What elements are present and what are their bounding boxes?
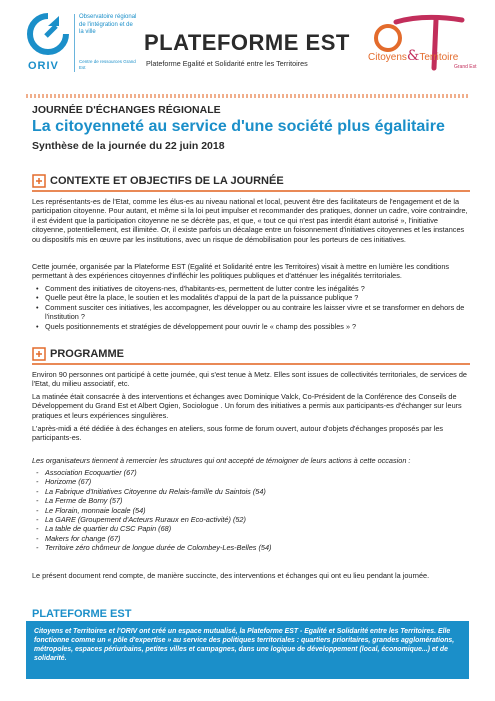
list-item: - Association Ecoquartier (67) (36, 468, 466, 477)
oriv-logo-icon (26, 12, 70, 56)
plateforme-title: PLATEFORME EST (144, 30, 350, 55)
citoyens-territoire-label (368, 48, 458, 64)
section-bullet-icon (32, 347, 46, 361)
section-divider (32, 363, 470, 365)
ct-region: Grand Est (454, 64, 477, 70)
list-item: - La GARE (Groupement d'Acteurs Ruraux en Eco-activité) (52) (36, 515, 466, 524)
thanks-intro: Les organisateurs tiennent à remercier les structures qui ont accepté de témoigner de leurs actions à cette occasion : (32, 456, 411, 465)
list-item: - Horizome (67) (36, 477, 466, 486)
header-divider (26, 94, 469, 98)
header (0, 0, 495, 92)
list-item: • Comment des initiatives de citoyens-nes, d'habitants-es, permettent de lutter contre les inégalités ? (36, 284, 470, 293)
paragraph-context-1: Les représentants-es de l'Etat, comme les élus-es au niveau national et local, peuvent être des facilitateurs de l'engagement et de la participation citoyenne. Pour autant, et même si la loi peut impulser et recommander des pratiques, donner un cadre, voire contraindre, il est évident que la participation citoyenne ne se décrète pas, et que, « tout ce qui n'est pas interdit étant autorisé », l'initiative citoyenne, potentiellement, est illimitée. Or, il existe parfois un décalage entre un foisonnement d'initiatives citoyennes et les instances ou dispositifs mis en œuvre par les institutions, avec un risque de démobilisation pour les porteurs de ces initiatives. (32, 197, 468, 244)
paragraph-programme-3: L'après-midi a été dédiée à des échanges en ateliers, sous forme de forum ouvert, autour d'objets d'échanges proposés par les participants-es. (32, 424, 444, 443)
oriv-name: ORIV (28, 60, 59, 72)
plateforme-subtitle: Plateforme Egalité et Solidarité entre les Territoires (146, 59, 308, 68)
plateforme-box (26, 621, 469, 679)
section-heading-programme (32, 347, 124, 361)
list-item: - La table de quartier du CSC Papin (68) (36, 524, 466, 533)
document-subtitle: Synthèse de la journée du 22 juin 2018 (32, 140, 225, 152)
list-item: • Quelle peut être la place, le soutien et les modalités d'appui de la part de la puissance publique ? (36, 293, 470, 302)
section-heading-text: PROGRAMME (50, 348, 124, 360)
closing-paragraph: Le présent document rend compte, de manière succincte, des interventions et échanges qui ont eu lieu pendant la journée. (32, 571, 430, 580)
list-item: - Territoire zéro chômeur de longue durée de Colombey-Les-Belles (54) (36, 543, 466, 552)
paragraph-context-2: Cette journée, organisée par la Plateforme EST (Egalité et Solidarité entre les Territoires) visait à mettre en lumière les conditions permettant à des expériences citoyennes d'infléchir les politiques publiques et d'atténuer les inégalités territoriales. (32, 262, 450, 281)
section-heading-contexte (32, 174, 284, 188)
plateforme-box-title: PLATEFORME EST (32, 608, 132, 620)
plateforme-box-text: Citoyens et Territoires et l'ORIV ont créé un espace mutualisé, la Plateforme EST - Egalité et Solidarité entre les Territoires. Elle fonctionne comme un « pôle d'expertise » au service des politiques territoriales : quartiers prioritaires, grandes agglomérations, métropoles, espaces périurbains, petites villes et campagnes, dans une logique de développement (local, économique...) et de solidarité. (34, 628, 455, 662)
list-item: • Comment susciter ces initiatives, les accompagner, les développer ou au contraire les laisser vivre et se transformer en dehors de l'institution ? (36, 303, 470, 322)
list-item: - Makers for change (67) (36, 534, 466, 543)
list-item: • Quels positionnements et stratégies de développement pour ouvrir le « champ des possibles » ? (36, 322, 470, 331)
ct-ampersand: & (406, 48, 420, 64)
section-heading-text: CONTEXTE ET OBJECTIFS DE LA JOURNÉE (50, 175, 284, 187)
list-item: - La Ferme de Borny (57) (36, 496, 466, 505)
paragraph-programme-2: La matinée était consacrée à des interventions et échanges avec Dominique Valck, Co-Président de la Conférence des Conseils de Développement du Grand Est et Albert Ogien, Sociologue . Un forum des initiatives a permis aux participants-es d'échanger sur leurs pratiques et leurs expériences singulières. (32, 392, 462, 420)
objectives-list (36, 284, 470, 331)
oriv-subtitle: Centre de ressources Grand Est (79, 59, 136, 70)
ct-text-right: Territoire (419, 52, 459, 63)
list-item: - Le Florain, monnaie locale (54) (36, 506, 466, 515)
section-bullet-icon (32, 174, 46, 188)
paragraph-programme-1: Environ 90 personnes ont participé à cette journée, qui s'est tenue à Metz. Elles sont issues de collectivités territoriales, de services de l'Etat, du milieu associatif, etc. (32, 370, 467, 389)
document-title: La citoyenneté au service d'une société plus égalitaire (32, 118, 445, 135)
oriv-description: Observatoire régional de l'intégration et de la ville (79, 14, 137, 35)
organisations-list (36, 468, 466, 553)
ct-text-left: Citoyens (368, 52, 407, 63)
list-item: - La Fabrique d'Initiatives Citoyenne du Relais-famille du Saintois (54) (36, 487, 466, 496)
section-divider (32, 190, 470, 192)
document-eyebrow: JOURNÉE D'ÉCHANGES RÉGIONALE (32, 104, 221, 116)
oriv-separator (74, 14, 75, 72)
